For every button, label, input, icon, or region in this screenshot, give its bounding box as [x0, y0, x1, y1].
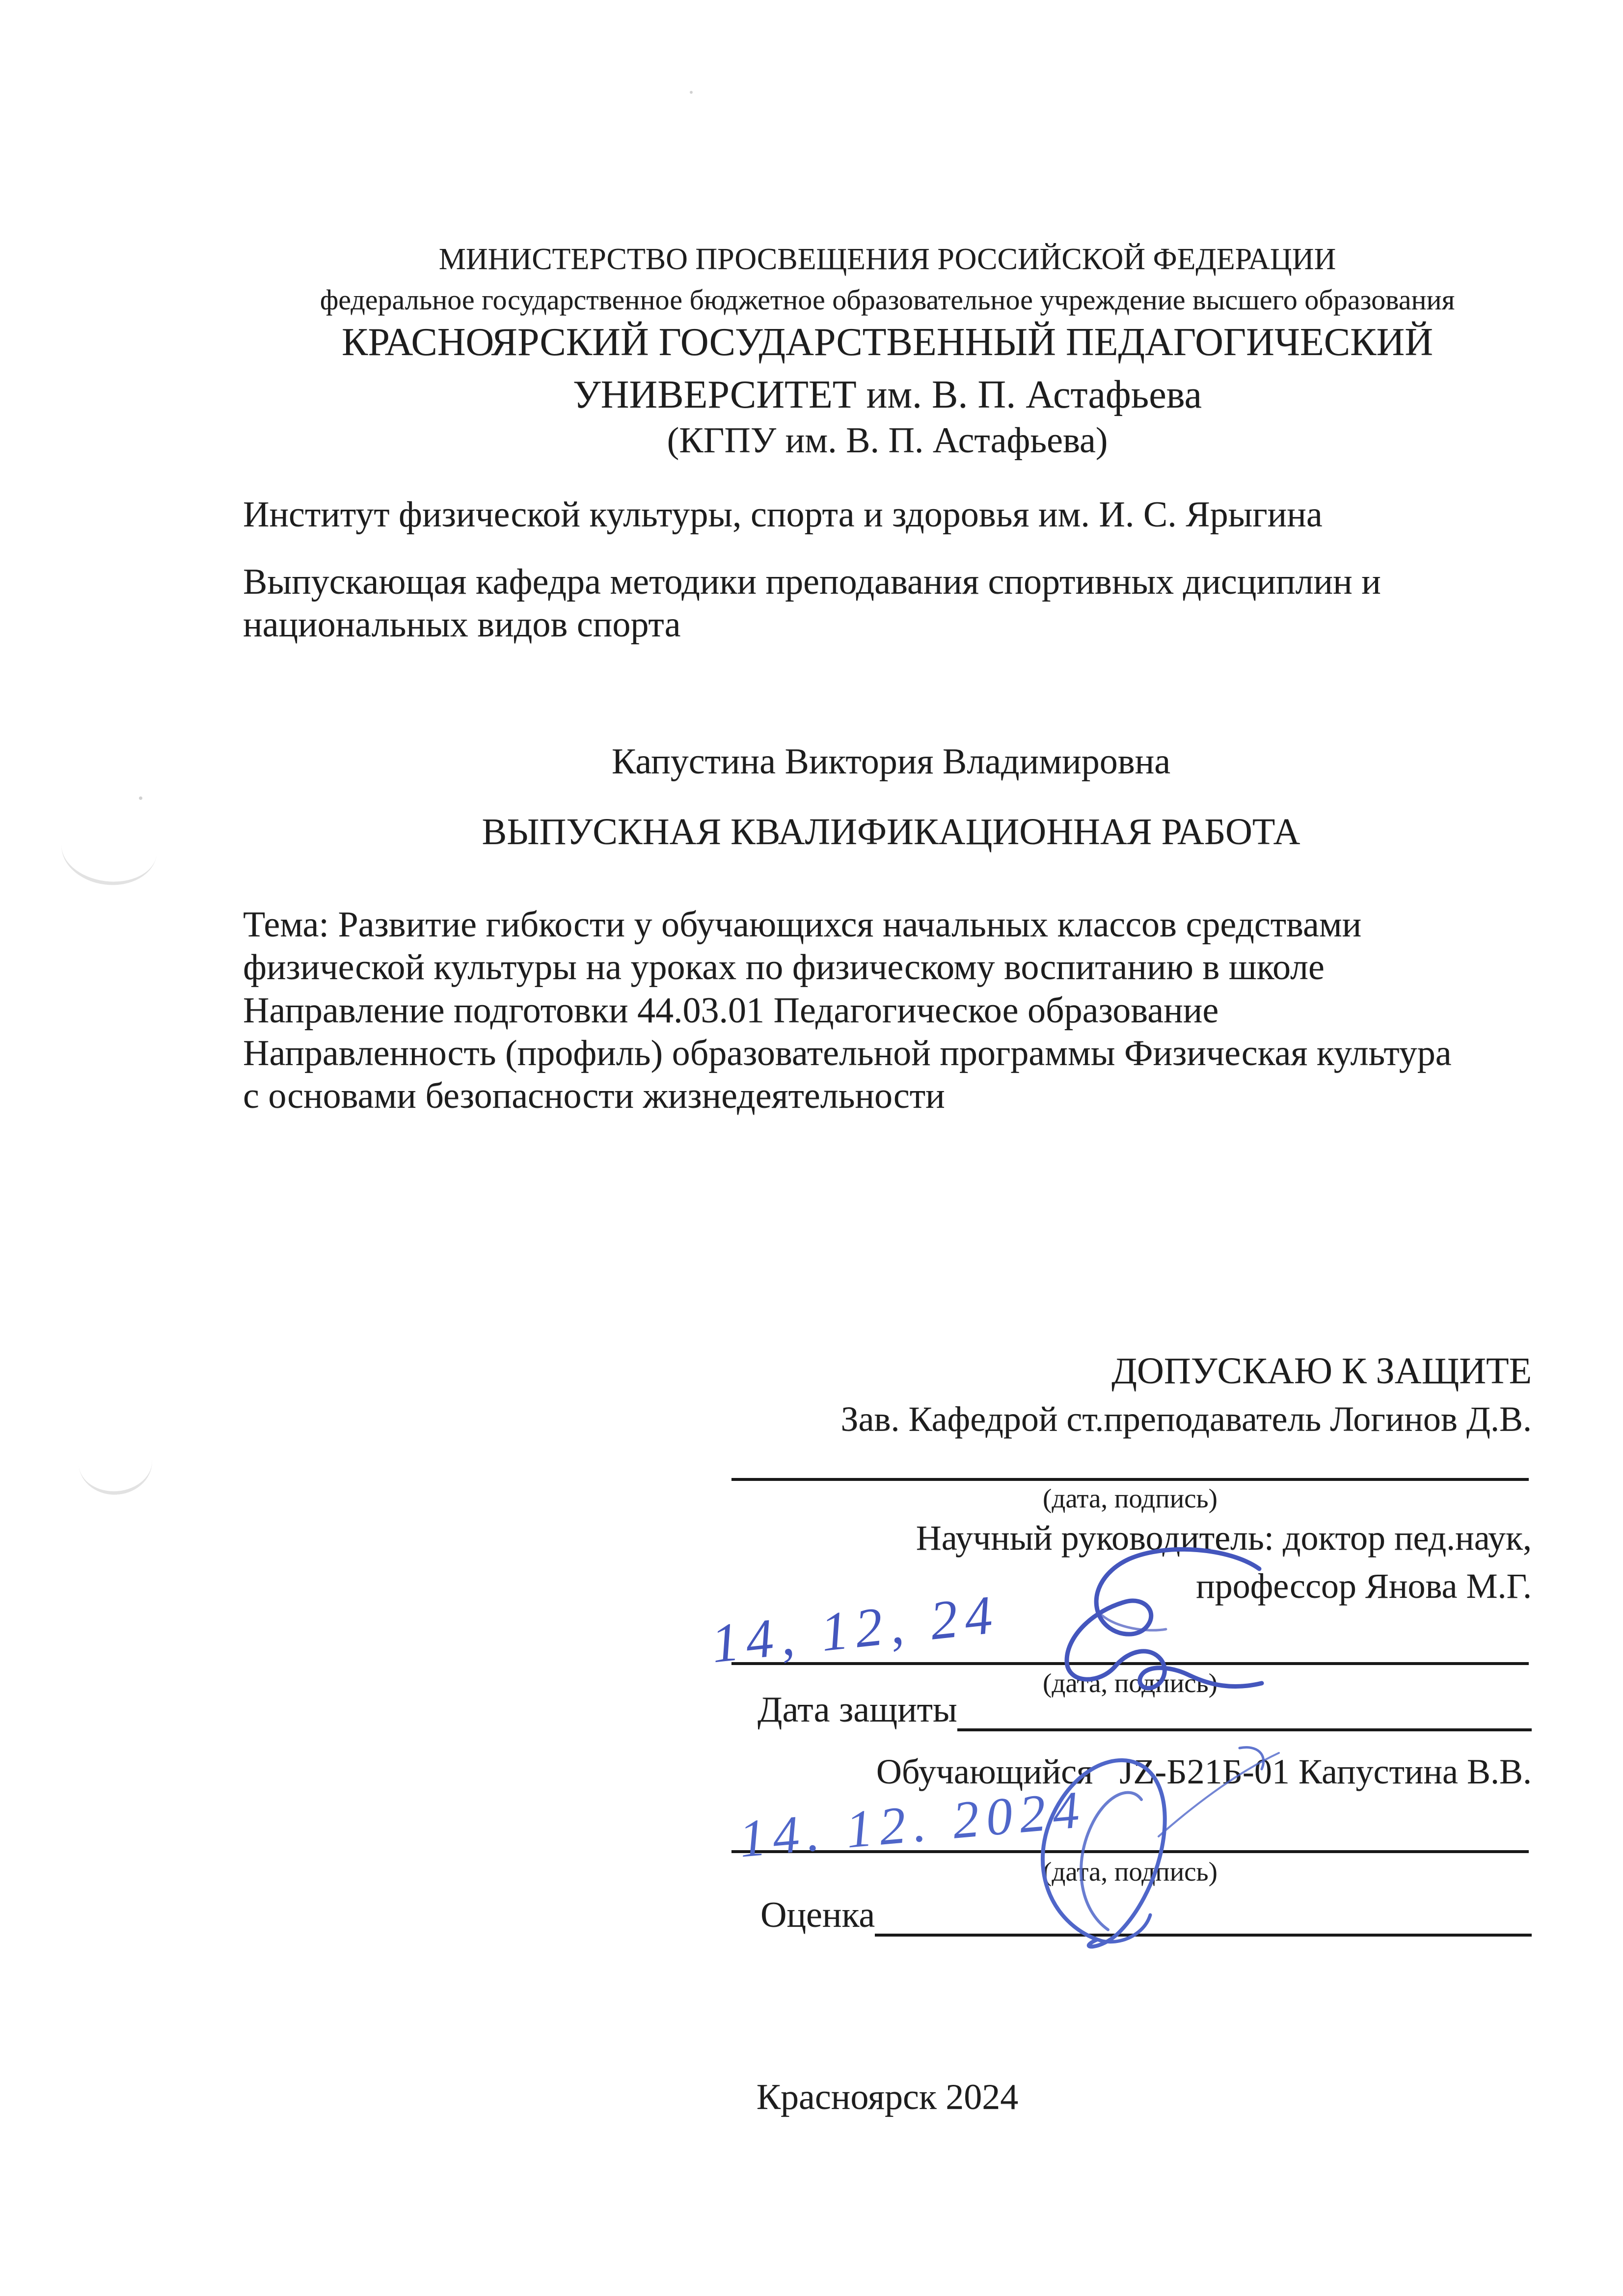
date-signature-caption: (дата, подпись) [1043, 1668, 1217, 1698]
direction-line: Направление подготовки 44.03.01 Педагогическое образование [243, 990, 1219, 1031]
signature-line [731, 1449, 1529, 1481]
scan-speck [690, 91, 693, 94]
student-handwritten-date: 14. 12. 2024 [737, 1780, 1088, 1869]
scan-speck [139, 796, 142, 800]
institute-line: Институт физической культуры, спорта и здоровья им. И. С. Ярыгина [243, 494, 1323, 535]
scan-smudge-artifact [76, 1427, 155, 1498]
department-line-2: национальных видов спорта [243, 604, 681, 645]
ministry-line: МИНИСТЕРСТВО ПРОСВЕЩЕНИЯ РОССИЙСКОЙ ФЕДЕРАЦИИ [438, 243, 1336, 276]
city-year-line: Красноярск 2024 [756, 2077, 1019, 2117]
topic-line-1: Тема: Развитие гибкости у обучающихся начальных классов средствами [243, 904, 1362, 945]
defense-date-line [957, 1689, 1532, 1731]
department-block [243, 561, 1539, 647]
defense-date-label: Дата защиты [757, 1689, 957, 1730]
date-signature-caption: (дата, подпись) [1043, 1857, 1217, 1886]
approval-title: ДОПУСКАЮ К ЗАЩИТЕ [1111, 1350, 1532, 1392]
profile-line-1: Направленность (профиль) образовательной программы Физическая культура [243, 1033, 1452, 1073]
topic-line-2: физической культуры на уроках по физическому воспитанию в школе [243, 947, 1325, 988]
university-name-line-2: УНИВЕРСИТЕТ им. В. П. Астафьева [573, 373, 1202, 416]
supervisor-line-1: Научный руководитель: доктор пед.наук, [916, 1518, 1532, 1558]
grade-row [760, 1894, 1532, 1937]
grade-label: Оценка [760, 1894, 875, 1935]
work-type-title: ВЫПУСКНАЯ КВАЛИФИКАЦИОННАЯ РАБОТА [482, 811, 1300, 852]
university-name-line-1: КРАСНОЯРСКИЙ ГОСУДАРСТВЕННЫЙ ПЕДАГОГИЧЕСКИЙ [341, 321, 1434, 364]
date-signature-caption: (дата, подпись) [1043, 1483, 1217, 1513]
scan-smudge-artifact [57, 807, 161, 891]
defense-date-row [757, 1689, 1532, 1731]
topic-block [243, 903, 1539, 1118]
supervisor-line-2: профессор Янова М.Г. [1196, 1566, 1532, 1606]
grade-line [875, 1894, 1532, 1937]
profile-line-2: с основами безопасности жизнедеятельности [243, 1076, 945, 1117]
department-line-1: Выпускающая кафедра методики преподавания спортивных дисциплин и [243, 562, 1381, 602]
institution-type-line: федеральное государственное бюджетное образовательное учреждение высшего образования [320, 284, 1455, 316]
department-head-line: Зав. Кафедрой ст.преподаватель Логинов Д.В. [840, 1399, 1532, 1439]
author-name: Капустина Виктория Владимировна [611, 741, 1171, 782]
university-short-name: (КГПУ им. В. П. Астафьева) [667, 420, 1108, 461]
supervisor-handwritten-date: 14, 12, 24 [708, 1584, 1002, 1675]
student-line: Обучающийся JZ-Б21Б-01 Капустина В.В. [876, 1752, 1532, 1791]
